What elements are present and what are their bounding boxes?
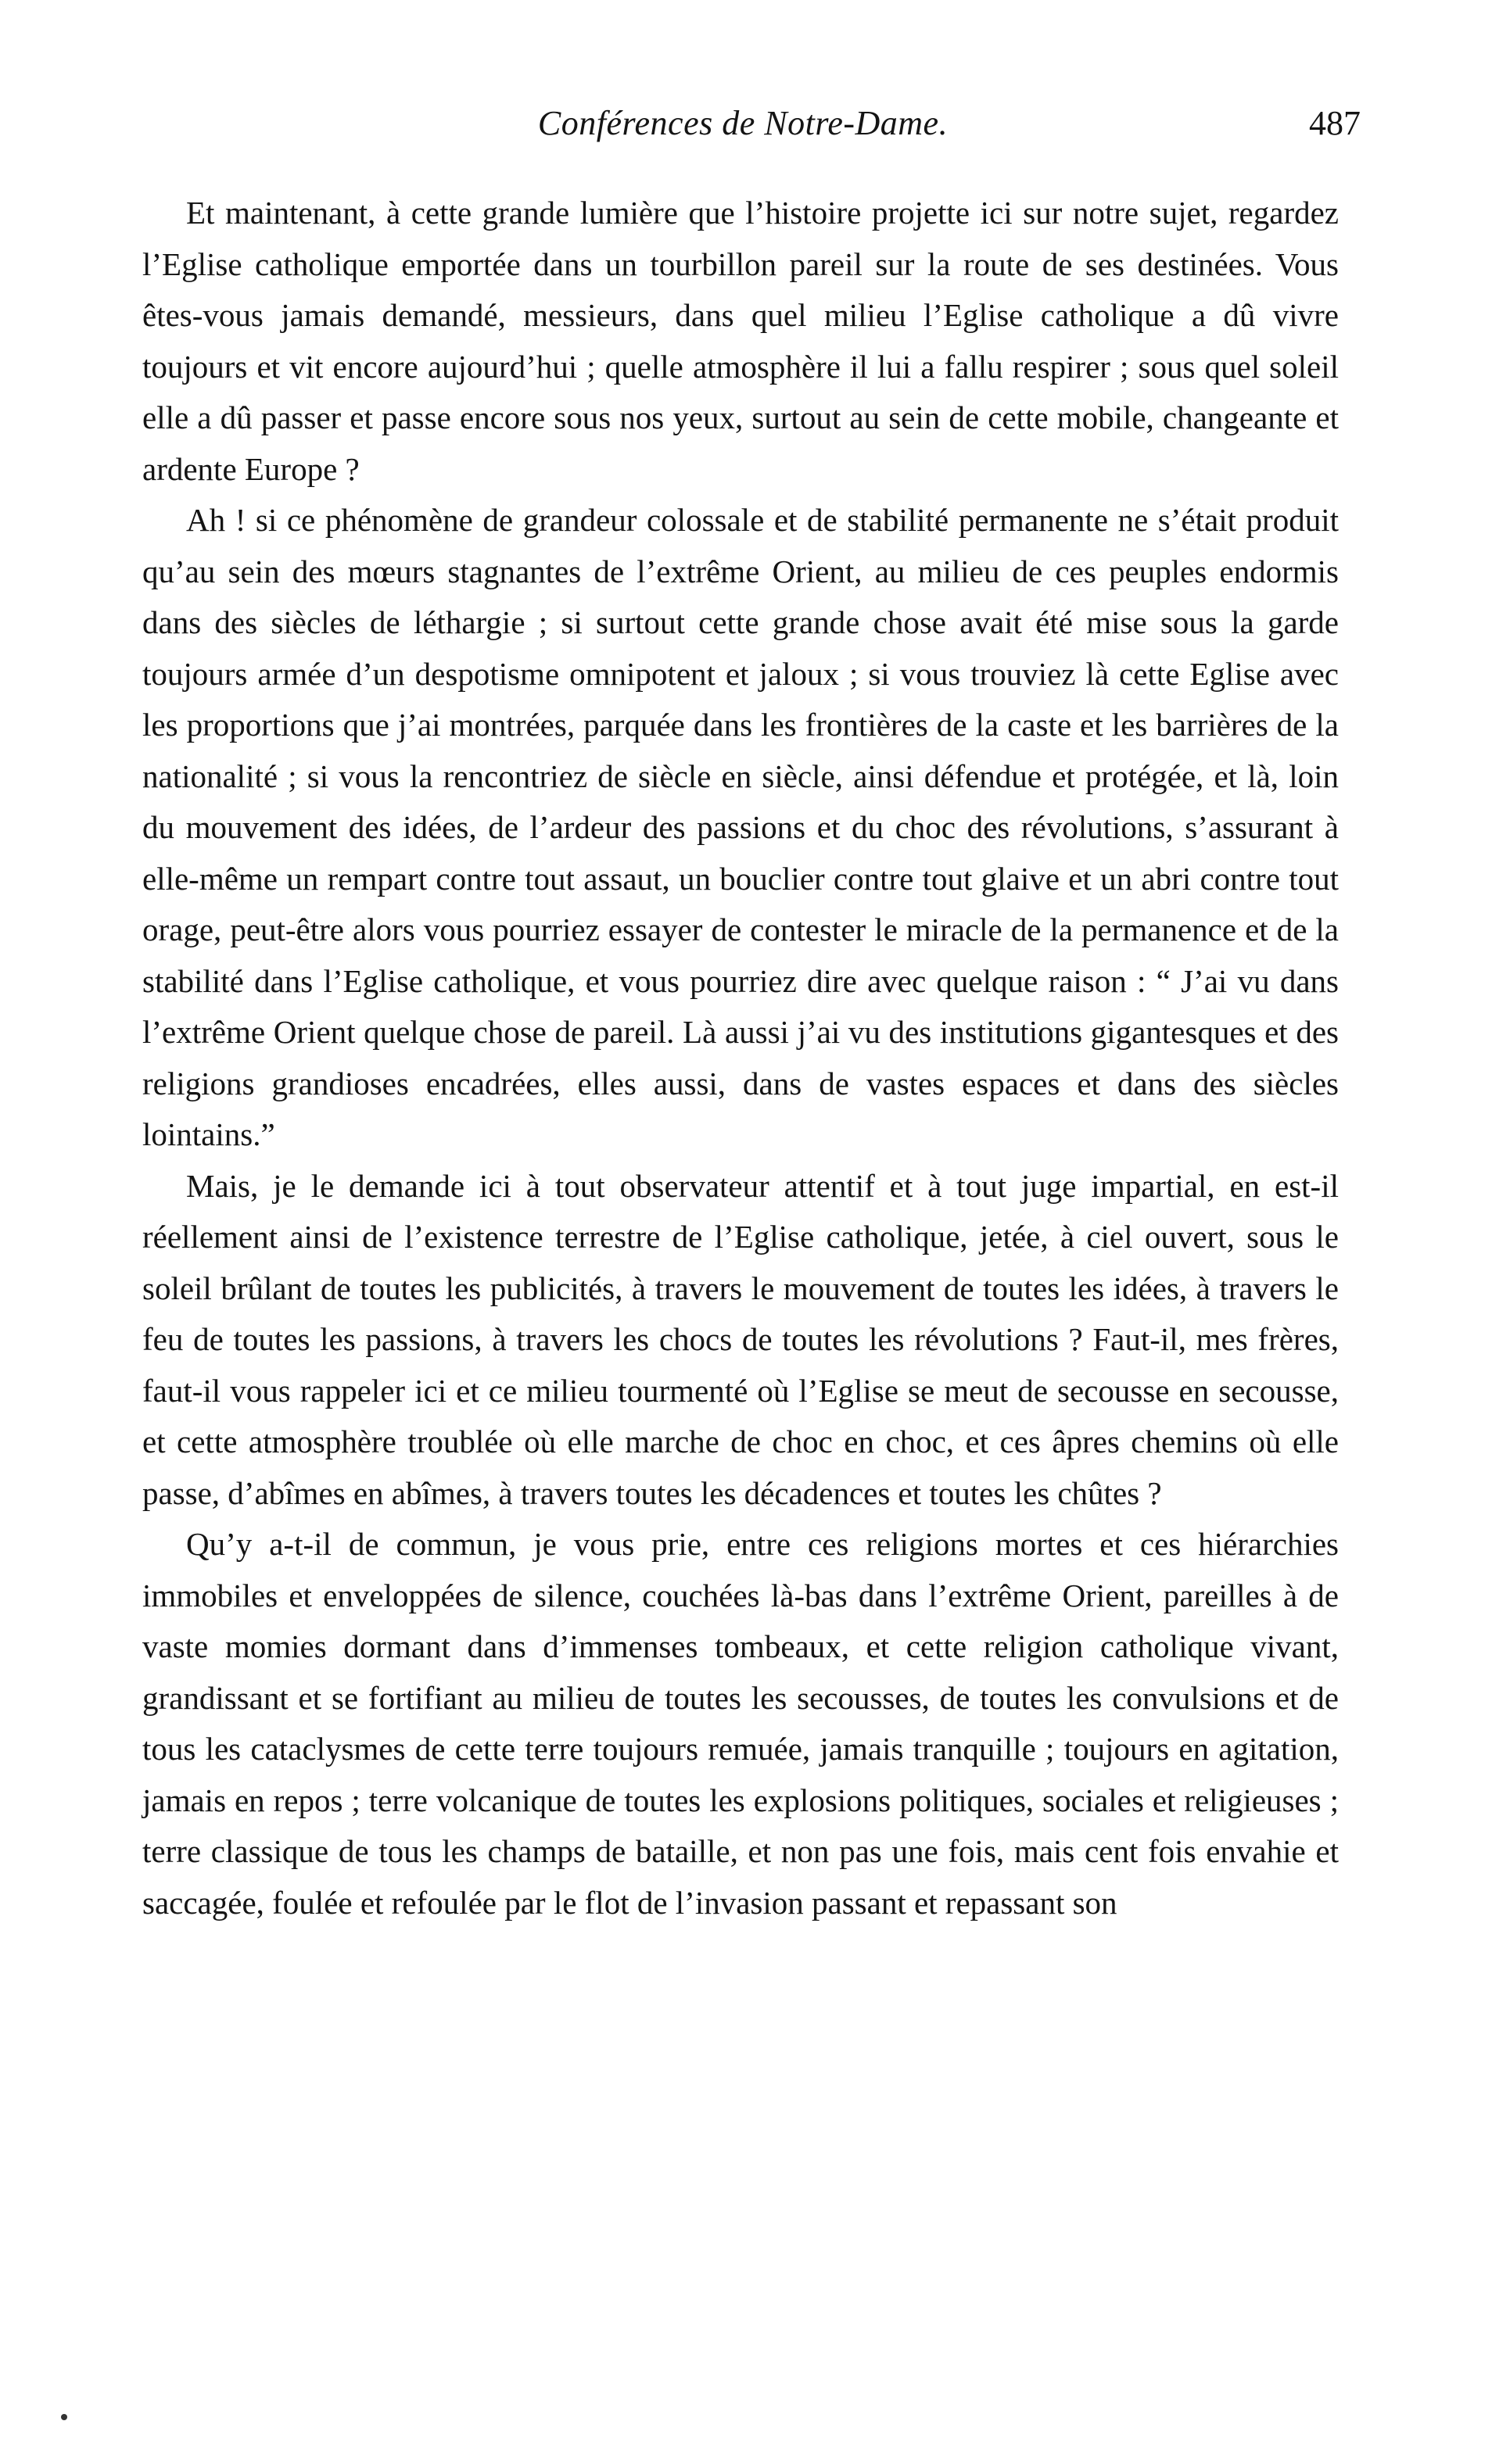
body-text [142,188,1339,1929]
running-title: Conférences de Notre-Dame. [537,104,949,142]
paragraph-2: Ah ! si ce phénomène de grandeur colossale et de stabilité permanente ne s’était produit qu’au sein des mœurs stagnantes de l’extrême Orient, au milieu de ces peuples endormis dans des siècles de léthargie ; si surtout cette grande chose avait été mise sous la garde toujours armée d’un despotisme omnipotent et jaloux ; si vous trouviez là cette Eglise avec les proportions que j’ai montrées, parquée dans les frontières de la caste et les barrières de la nationalité ; si vous la rencontriez de siècle en siècle, ainsi défendue et protégée, et là, loin du mouvement des idées, de l’ardeur des passions et du choc des révolutions, s’assurant à elle-même un rempart contre tout assaut, un bouclier contre tout glaive et un abri contre tout orage, peut-être alors vous pourriez essayer de contester le miracle de la permanence et de la stabilité dans l’Eglise catholique, et vous pourriez dire avec quelque raison : “ J’ai vu dans l’extrême Orient quelque chose de pareil. Là aussi j’ai vu des institutions gigantesques et des religions grandioses encadrées, elles aussi, dans de vastes espaces et dans des siècles lointains.” [142,502,1339,1152]
paragraph-3: Mais, je le demande ici à tout observateur attentif et à tout juge impartial, en est-il réellement ainsi de l’existence terrestre de l’Eglise catholique, jetée, à ciel ouvert, sous le soleil brûlant de toutes les publicités, à travers le mouvement de toutes les idées, à travers le feu de toutes les passions, à travers les chocs de toutes les révolutions ? Faut-il, mes frères, faut-il vous rappeler ici et ce milieu tourmenté où l’Eglise se meut de secousse en secousse, et cette atmosphère troublée où elle marche de choc en choc, et ces âpres chemins où elle passe, d’abîmes en abîmes, à travers toutes les décadences et toutes les chûtes ? [142,1167,1339,1511]
margin-ink-dot [61,2414,67,2420]
page-header [125,92,1361,155]
paragraph-1: Et maintenant, à cette grande lumière que l’histoire projette ici sur notre sujet, regardez l’Eglise catholique emportée dans un tourbillon pareil sur la route de ses destinées. Vous êtes-vous jamais demandé, messieurs, dans quel milieu l’Eglise catholique a dû vivre toujours et vit encore aujourd’hui ; quelle atmosphère il lui a fallu respirer ; sous quel soleil elle a dû passer et passe encore sous nos yeux, surtout au sein de cette mobile, changeante et ardente Europe ? [142,195,1339,487]
paragraph-4: Qu’y a-t-il de commun, je vous prie, entre ces religions mortes et ces hiérarchies immobiles et enveloppées de silence, couchées là-bas dans l’extrême Orient, pareilles à de vaste momies dormant dans d’immenses tombeaux, et cette religion catholique vivant, grandissant et se fortifiant au milieu de toutes les secousses, de toutes les convulsions et de tous les cataclysmes de cette terre toujours remuée, jamais tranquille ; toujours en agitation, jamais en repos ; terre volcanique de toutes les explosions politiques, sociales et religieuses ; terre classique de tous les champs de bataille, et non pas une fois, mais cent fois envahie et saccagée, foulée et refoulée par le flot de l’invasion passant et repassant son [142,1526,1339,1921]
page-number: 487 [1309,104,1361,142]
